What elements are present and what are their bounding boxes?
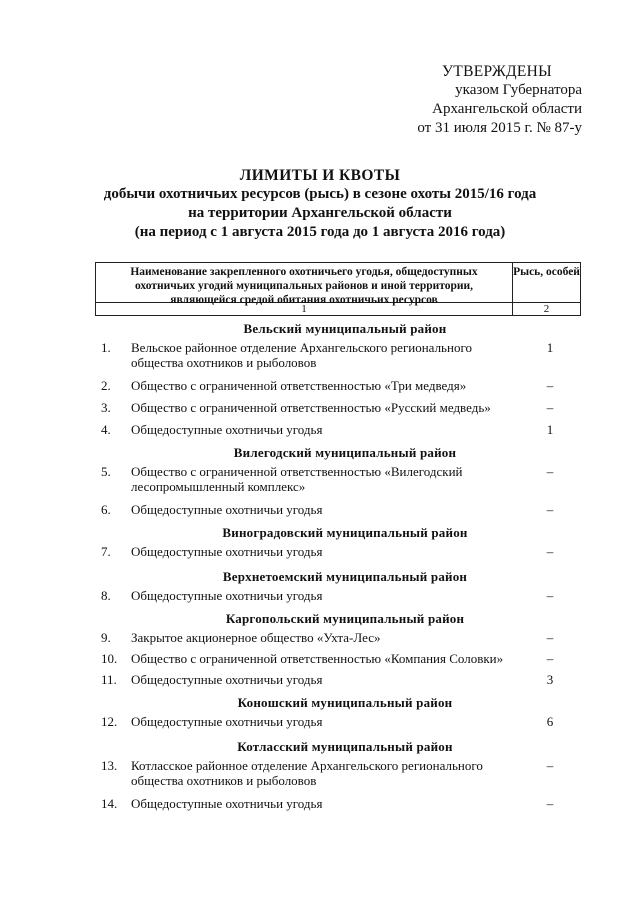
- district-heading: Коношский муниципальный район: [237, 695, 453, 710]
- district-heading: Котласский муниципальный район: [237, 739, 453, 754]
- header-col-name: Наименование закрепленного охотничьего угодья, общедоступных охотничьих угодий муниципальных районов и иной территории, являющейся средой обитания охотничьих ресурсов: [96, 263, 513, 302]
- row-quota: 1: [546, 340, 554, 355]
- table-row: [0, 630, 640, 651]
- table-row: [0, 672, 640, 692]
- title-territory: на территории Архангельской области: [188, 205, 452, 221]
- row-quota: –: [546, 378, 554, 393]
- row-number: 13.: [101, 758, 118, 773]
- row-name: Общество с ограниченной ответственностью «Компания Соловки»: [131, 651, 504, 666]
- row-quota: 6: [546, 714, 554, 729]
- row-name: Общество с ограниченной ответственностью «Вилегодский лесопромышленный комплекс»: [131, 464, 463, 494]
- table-body: [0, 318, 640, 816]
- table-row: [0, 796, 640, 816]
- table-row: [0, 464, 640, 502]
- approval-date: от 31 июля 2015 г. № 87-у: [417, 120, 582, 136]
- row-quota: –: [546, 502, 554, 517]
- row-name: Закрытое акционерное общество «Ухта-Лес»: [131, 630, 381, 645]
- row-name: Общедоступные охотничьи угодья: [131, 714, 323, 729]
- row-name: Общедоступные охотничьи угодья: [131, 544, 323, 559]
- row-number: 3.: [101, 400, 111, 415]
- approval-heading: УТВЕРЖДЕНЫ: [442, 63, 552, 80]
- table-header-block: [95, 262, 581, 316]
- row-quota: –: [546, 544, 554, 559]
- row-name: Котласское районное отделение Архангельского регионального общества охотников и рыболовов: [131, 758, 483, 788]
- table-row: [0, 714, 640, 736]
- approval-stamp: [382, 62, 582, 138]
- row-name: Общество с ограниченной ответственностью «Русский медведь»: [131, 400, 491, 415]
- row-quota: –: [546, 588, 554, 603]
- row-quota: –: [546, 630, 554, 645]
- table-row: [0, 758, 640, 796]
- row-number: 7.: [101, 544, 111, 559]
- row-name: Общедоступные охотничьи угодья: [131, 796, 323, 811]
- row-number: 9.: [101, 630, 111, 645]
- table-row: [0, 588, 640, 608]
- row-number: 12.: [101, 714, 118, 729]
- row-number: 6.: [101, 502, 111, 517]
- title-subtitle: добычи охотничьих ресурсов (рысь) в сезоне охоты 2015/16 года: [103, 186, 537, 202]
- district-heading: Виноградовский муниципальный район: [222, 525, 468, 540]
- table-row: [0, 340, 640, 378]
- column-number-1: 1: [96, 303, 513, 315]
- row-name: Общество с ограниченной ответственностью «Три медведя»: [131, 378, 467, 393]
- title-main: ЛИМИТЫ И КВОТЫ: [239, 167, 401, 184]
- column-number-2: 2: [543, 303, 550, 315]
- district-heading: Каргопольский муниципальный район: [225, 611, 465, 626]
- table-row: [0, 422, 640, 442]
- approval-authority: указом Губернатора: [455, 82, 582, 98]
- row-quota: –: [546, 464, 554, 479]
- row-number: 1.: [101, 340, 111, 355]
- row-number: 14.: [101, 796, 118, 811]
- title-period: (на период с 1 августа 2015 года до 1 августа 2016 года): [134, 224, 506, 240]
- district-heading: Верхнетоемский муниципальный район: [222, 569, 468, 584]
- row-number: 10.: [101, 651, 118, 666]
- table-header-row: [95, 262, 581, 306]
- row-number: 4.: [101, 422, 111, 437]
- row-quota: 1: [546, 422, 554, 437]
- row-number: 2.: [101, 378, 111, 393]
- table-row: [0, 400, 640, 422]
- row-name: Вельское районное отделение Архангельского регионального общества охотников и рыболовов: [131, 340, 472, 370]
- row-quota: 3: [546, 672, 554, 687]
- row-name: Общедоступные охотничьи угодья: [131, 422, 323, 437]
- row-name: Общедоступные охотничьи угодья: [131, 502, 323, 517]
- table-row: [0, 544, 640, 566]
- table-row: [0, 378, 640, 400]
- district-heading: Вельский муниципальный район: [243, 321, 447, 336]
- table-row: [0, 651, 640, 672]
- row-quota: –: [546, 796, 554, 811]
- row-number: 11.: [101, 672, 117, 687]
- row-name: Общедоступные охотничьи угодья: [131, 672, 323, 687]
- header-col-quota: Рысь, особей: [513, 266, 580, 278]
- row-quota: –: [546, 758, 554, 773]
- approval-region: Архангельской области: [432, 101, 582, 117]
- district-heading: Вилегодский муниципальный район: [233, 445, 457, 460]
- row-number: 5.: [101, 464, 111, 479]
- table-row: [0, 502, 640, 522]
- row-quota: –: [546, 400, 554, 415]
- row-name: Общедоступные охотничьи угодья: [131, 588, 323, 603]
- row-quota: –: [546, 651, 554, 666]
- document-title: [0, 166, 640, 242]
- row-number: 8.: [101, 588, 111, 603]
- column-number-row: [95, 303, 581, 316]
